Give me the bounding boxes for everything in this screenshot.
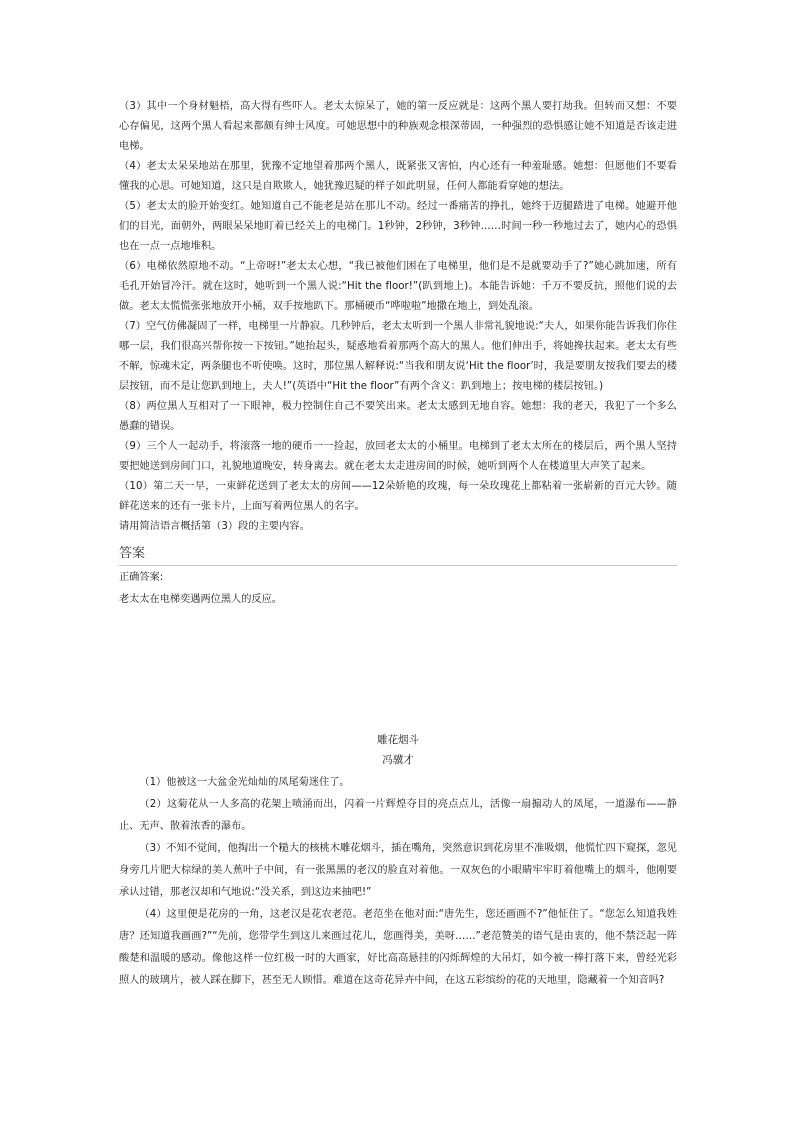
paragraph-1: （1）他被这一大盆金光灿灿的凤尾菊迷住了。 — [139, 777, 350, 788]
passage-two — [119, 706, 677, 992]
passage-one — [119, 97, 677, 610]
paragraph-3-b: （3）不知不觉间，他掏出一个糙大的核桃木雕花烟斗，插在嘴角，突然意识到花房里不准吸烟，他慌忙四下窥探，忽见身旁几片肥大棕绿的美人蕉叶子中间，有一张黑黑的老汉的脸直对着他。一双灰色的小眼睛牢牢盯着他嘴上的烟斗，他刚要承认过错，那老汉却和气地说:“没关系，到这边来抽吧!” — [119, 843, 677, 898]
paragraph-4: （4）老太太呆呆地站在那里，犹豫不定地望着那两个黑人，既紧张又害怕，内心还有一种羞耻感。她想：但愿他们不要看懂我的心思。可她知道，这只是自欺欺人，她犹豫迟疑的样子如此明显，任何人都能看穿她的想法。 — [119, 161, 677, 192]
answer-divider — [119, 565, 677, 566]
paragraph-2: （2）这菊花从一人多高的花架上喷涌而出，闪着一片辉煌夺目的亮点点儿，活像一扇搧动人的凤尾，一道瀑布——静止、无声、散着浓香的瀑布。 — [119, 799, 677, 832]
paragraph-8: （8）两位黑人互相对了一下眼神，极力控制住自己不要笑出来。老太太感到无地自容。她想：我的老天，我犯了一个多么愚蠢的错误。 — [119, 401, 677, 432]
paragraph-3: （3）其中一个身材魁梧，高大得有些吓人。老太太惊呆了，她的第一反应就是：这两个黑人要打劫我。但转而又想：不要心存偏见，这两个黑人看起来都颇有绅士风度。可她思想中的种族观念根深蒂固，一种强烈的恐惧感让她不知道是否该走进电梯。 — [119, 101, 677, 152]
paragraph-10: （10）第二天一早，一束鲜花送到了老太太的房间——12朵娇艳的玫瑰，每一朵玫瑰花上都粘着一张崭新的百元大钞。随鲜花送来的还有一张卡片，上面写着两位黑人的名字。 — [119, 481, 677, 512]
correct-answer-text: 老太太在电梯奕遇两位黑人的反应。 — [119, 594, 282, 605]
paragraph-7: （7）空气仿佛凝固了一样，电梯里一片静寂。几秒钟后，老太太听到一个黑人非常礼貌地说:“夫人，如果你能告诉我们你住哪一层，我们很高兴帮你按一下按钮。”她抬起头，疑惑地看着那两个高大的黑人。他们伸出手，将她搀扶起来。老太太有些不解，惊魂未定，两条腿也不听使唤。这时，那位黑人解释说:“当我和朋友说‘Hit the floor’时，我是要朋友按我们要去的楼层按钮，而不是让您趴到地上，夫人!”(英语中“Hit the floor”有两个含义：趴到地上；按电梯的楼层按钮。) — [119, 321, 677, 392]
passage-title: 雕花烟斗 — [377, 734, 419, 746]
paragraph-5: （5）老太太的脸开始变红。她知道自己不能老是站在那儿不动。经过一番痛苦的挣扎，她终于迈腿踏进了电梯。她避开他们的目光，面朝外，两眼呆呆地盯着已经关上的电梯门。1秒钟，2秒钟，3秒钟……时间一秒一秒地过去了，她内心的恐惧也在一点一点地堆积。 — [119, 201, 677, 252]
correct-answer-label: 正确答案: — [119, 572, 164, 583]
passage-author: 冯骥才 — [382, 754, 414, 766]
answer-heading: 答案 — [119, 546, 146, 561]
paragraph-6: （6）电梯依然原地不动。“上帝呀!”老太太心想，“我已被他们困在了电梯里，他们是不是就要动手了?”她心跳加速，所有毛孔开始冒冷汗。就在这时，她听到一个黑人说:“Hit the floor!”(趴到地上)。本能告诉她：千万不要反抗，照他们说的去做。老太太慌慌张张地放开小桶，双手按地趴下。那桶硬币“哗啦啦”地撒在地上，到处乱滚。 — [119, 261, 677, 312]
paragraph-9: （9）三个人一起动手，将滚落一地的硬币一一捡起，放回老太太的小桶里。电梯到了老太太所在的楼层后，两个黑人坚持要把她送到房间门口，礼貌地道晚安，转身离去。就在老太太走进房间的时候，她听到两个人在楼道里大声笑了起来。 — [119, 441, 677, 472]
paragraph-4-b: （4）这里便是花房的一角，这老汉是花农老范。老范坐在他对面:“唐先生，您还画画不?”他怔住了。“您怎么知道我姓唐？还知道我画画?”“先前，您带学生到这儿来画过花儿，您画得美，美呀……”老范赞美的语气是由衷的，他不禁泛起一阵酸楚和温暖的感动。像他这样一位红极一时的大画家，好比高高悬挂的闪烁辉煌的大吊灯，如今被一棒打落下来，曾经光彩照人的玻璃片，被人踩在脚下，甚至无人顾惜。难道在这奇花异卉中间，在这五彩缤纷的花的天地里，隐藏着一个知音吗? — [119, 909, 677, 986]
question-prompt: 请用简洁语言概括第（3）段的主要内容。 — [119, 521, 310, 532]
